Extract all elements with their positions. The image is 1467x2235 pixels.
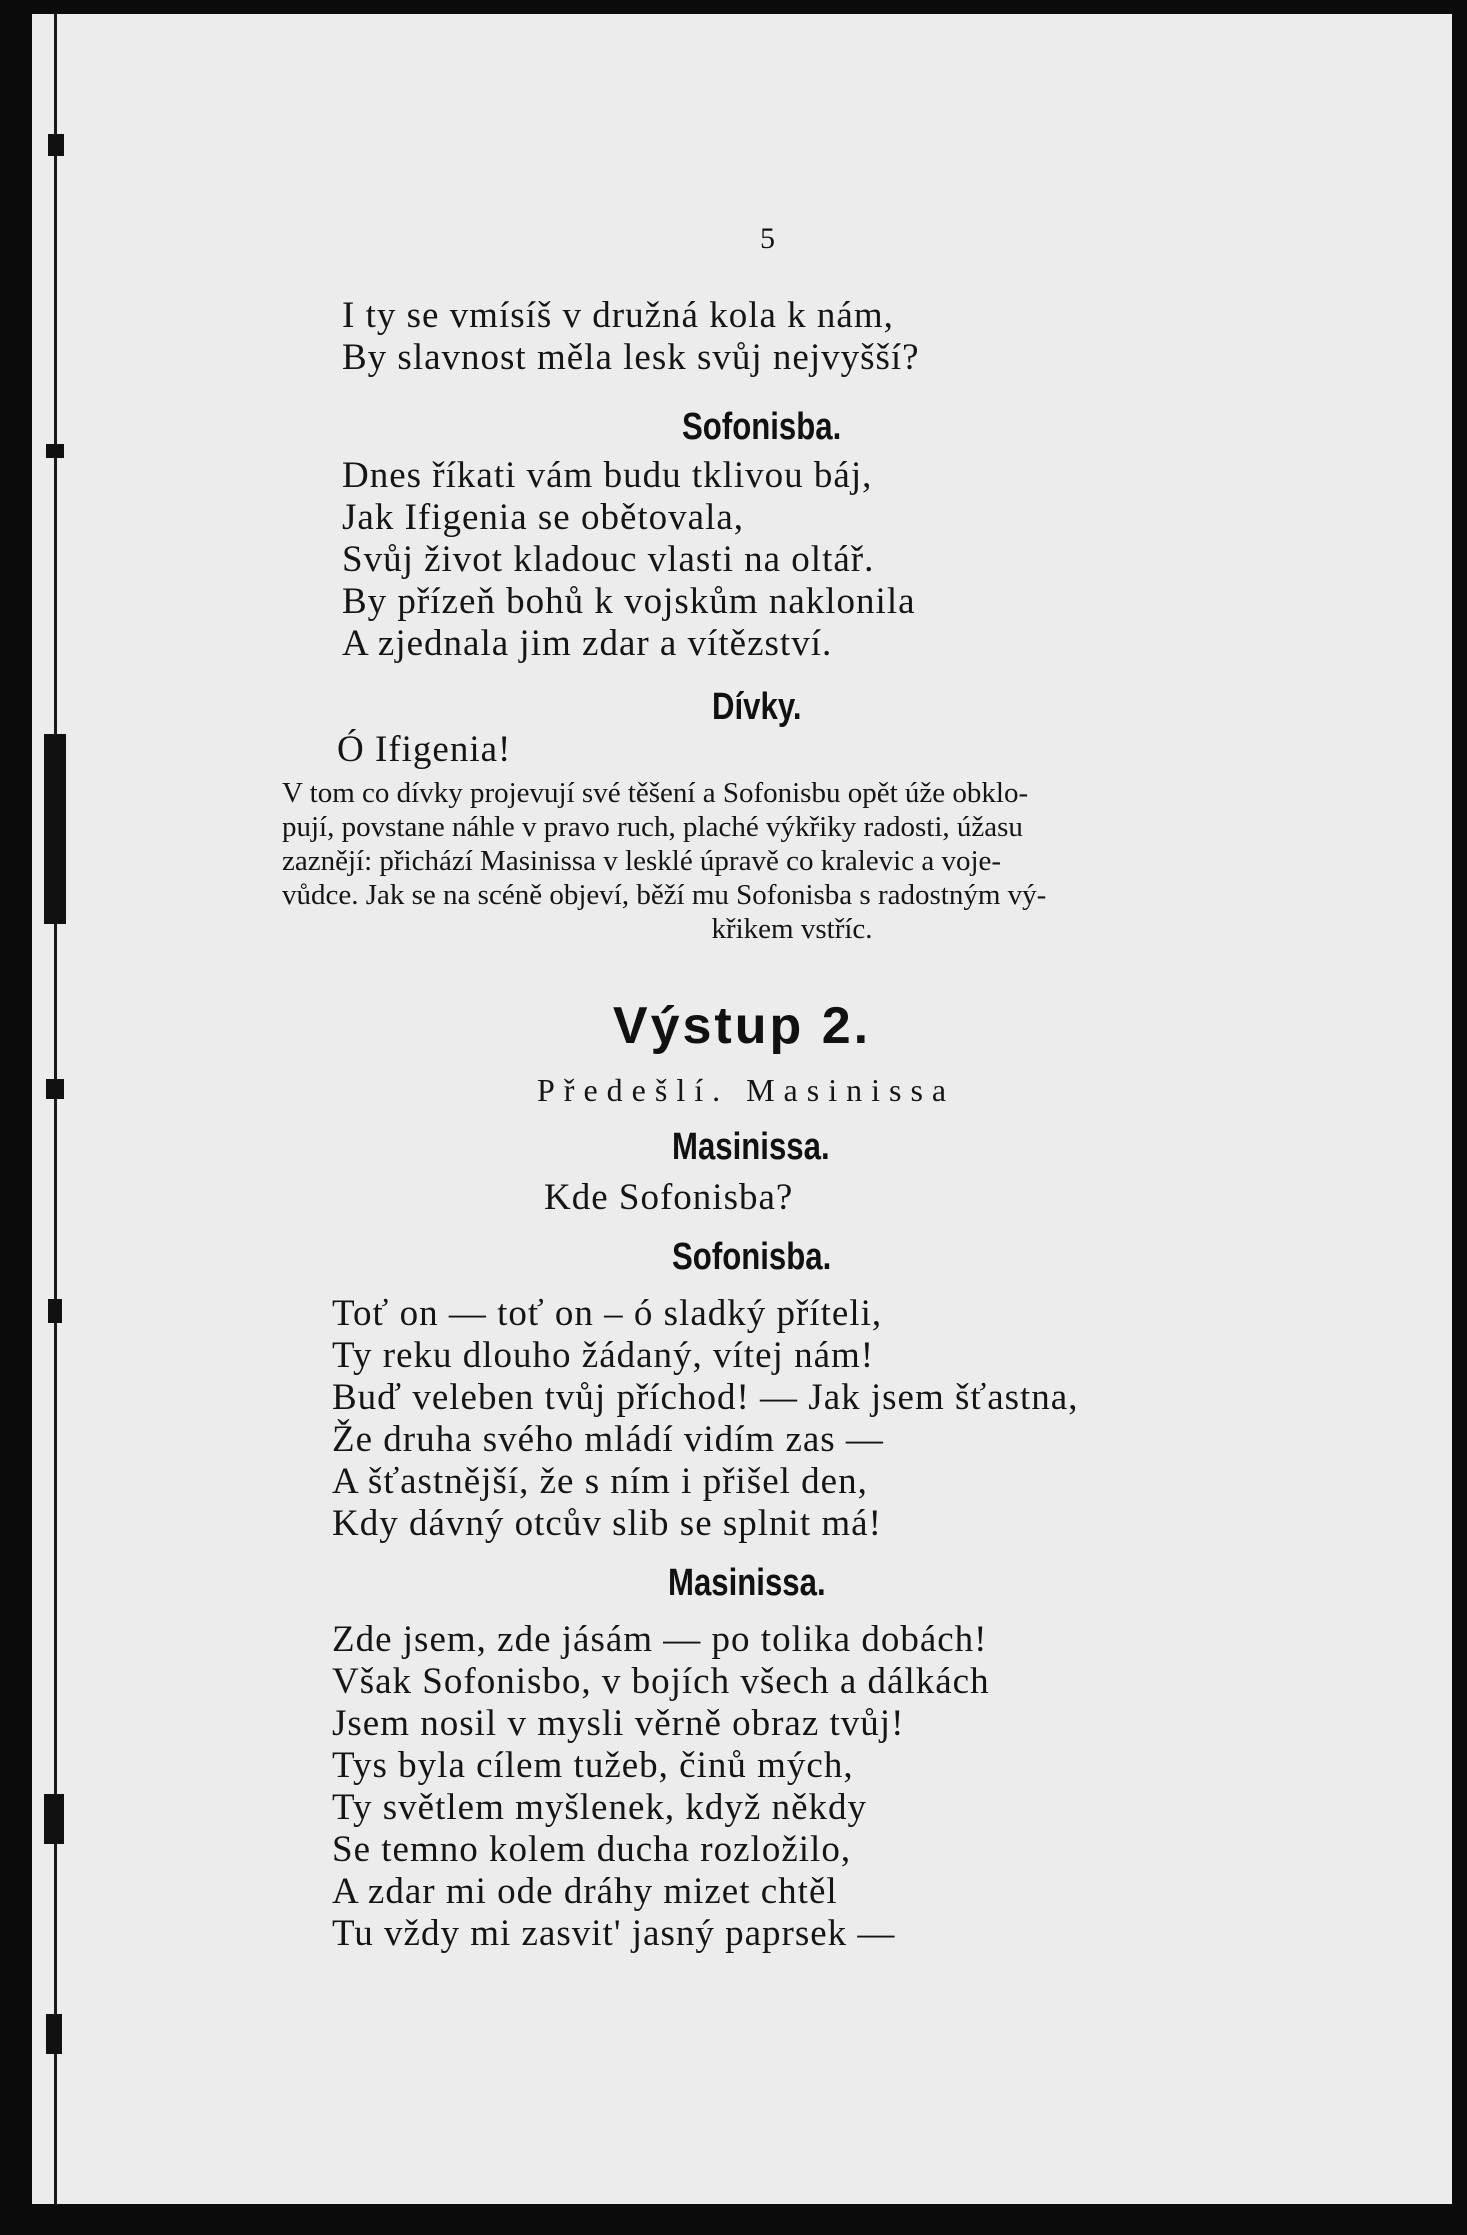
speaker-name: Masinissa. xyxy=(672,1126,830,1168)
binding-edge xyxy=(32,14,90,2204)
verse-line: Ty reku dlouho žádaný, vítej nám! xyxy=(332,1335,875,1376)
verse-line: Že druha svého mládí vidím zas — xyxy=(332,1419,884,1460)
verse-line: Buď veleben tvůj příchod! — Jak jsem šťastna, xyxy=(332,1377,1079,1418)
stage-direction-line: pují, povstane náhle v pravo ruch, plaché výkřiky radosti, úžasu xyxy=(282,811,1023,843)
binding-mark xyxy=(48,134,64,156)
verse-line: Tu vždy mi zasvit' jasný paprsek — xyxy=(332,1913,896,1954)
verse-line: By přízeň bohů k vojskům naklonila xyxy=(342,581,916,622)
binding-mark xyxy=(44,734,66,924)
speaker-name: Dívky. xyxy=(712,686,802,728)
stage-direction-line: vůdce. Jak se na scéně objeví, běží mu Sofonisba s radostným vý- xyxy=(282,879,1047,911)
book-page xyxy=(32,14,1452,2204)
verse-line: Ty světlem myšlenek, když někdy xyxy=(332,1787,867,1828)
speaker-name: Sofonisba. xyxy=(682,406,842,448)
binding-mark xyxy=(44,1794,64,1844)
verse-line: A zdar mi ode dráhy mizet chtěl xyxy=(332,1871,838,1912)
scene-title: Výstup 2. xyxy=(612,997,872,1055)
verse-line: Kdy dávný otcův slib se splnit má! xyxy=(332,1503,882,1544)
verse-line: By slavnost měla lesk svůj nejvyšší? xyxy=(342,337,920,378)
stage-direction-line: V tom co dívky projevují své těšení a Sofonisbu opět úže obklo- xyxy=(282,777,1029,809)
verse-line: I ty se vmísíš v družná kola k nám, xyxy=(342,295,894,336)
stage-direction xyxy=(282,776,1302,946)
binding-mark xyxy=(48,1299,62,1323)
stage-direction-line: křikem vstříc. xyxy=(711,913,873,945)
binding-mark xyxy=(46,1079,64,1099)
speaker-name: Sofonisba. xyxy=(672,1236,832,1278)
verse-line: Zde jsem, zde jásám — po tolika dobách! xyxy=(332,1619,988,1660)
page-number: 5 xyxy=(760,222,775,255)
verse-line: Toť on — toť on – ó sladký příteli, xyxy=(332,1293,883,1334)
binding-mark xyxy=(46,2014,62,2054)
binding-spine xyxy=(54,14,57,2204)
verse-line: Dnes říkati vám budu tklivou báj, xyxy=(342,455,873,496)
verse-line: Však Sofonisbo, v bojích všech a dálkách xyxy=(332,1661,990,1702)
verse-line: Tys byla cílem tužeb, činů mých, xyxy=(332,1745,854,1786)
verse-line: Ó Ifigenia! xyxy=(337,729,512,770)
stage-direction-line: zaznějí: přichází Masinissa v lesklé úpravě co kralevic a voje- xyxy=(282,845,1002,877)
binding-mark xyxy=(46,444,64,458)
verse-line: Jsem nosil v mysli věrně obraz tvůj! xyxy=(332,1703,905,1744)
scene-characters: Předešlí. Masinissa xyxy=(537,1072,956,1108)
verse-line: A zjednala jim zdar a vítězství. xyxy=(342,623,833,664)
verse-line: Svůj život kladouc vlasti na oltář. xyxy=(342,539,875,580)
speaker-name: Masinissa. xyxy=(668,1562,826,1604)
verse-line: Jak Ifigenia se obětovala, xyxy=(342,497,745,538)
verse-line: Kde Sofonisba? xyxy=(544,1177,794,1218)
verse-line: A šťastnější, že s ním i přišel den, xyxy=(332,1461,868,1502)
verse-line: Se temno kolem ducha rozložilo, xyxy=(332,1829,852,1870)
